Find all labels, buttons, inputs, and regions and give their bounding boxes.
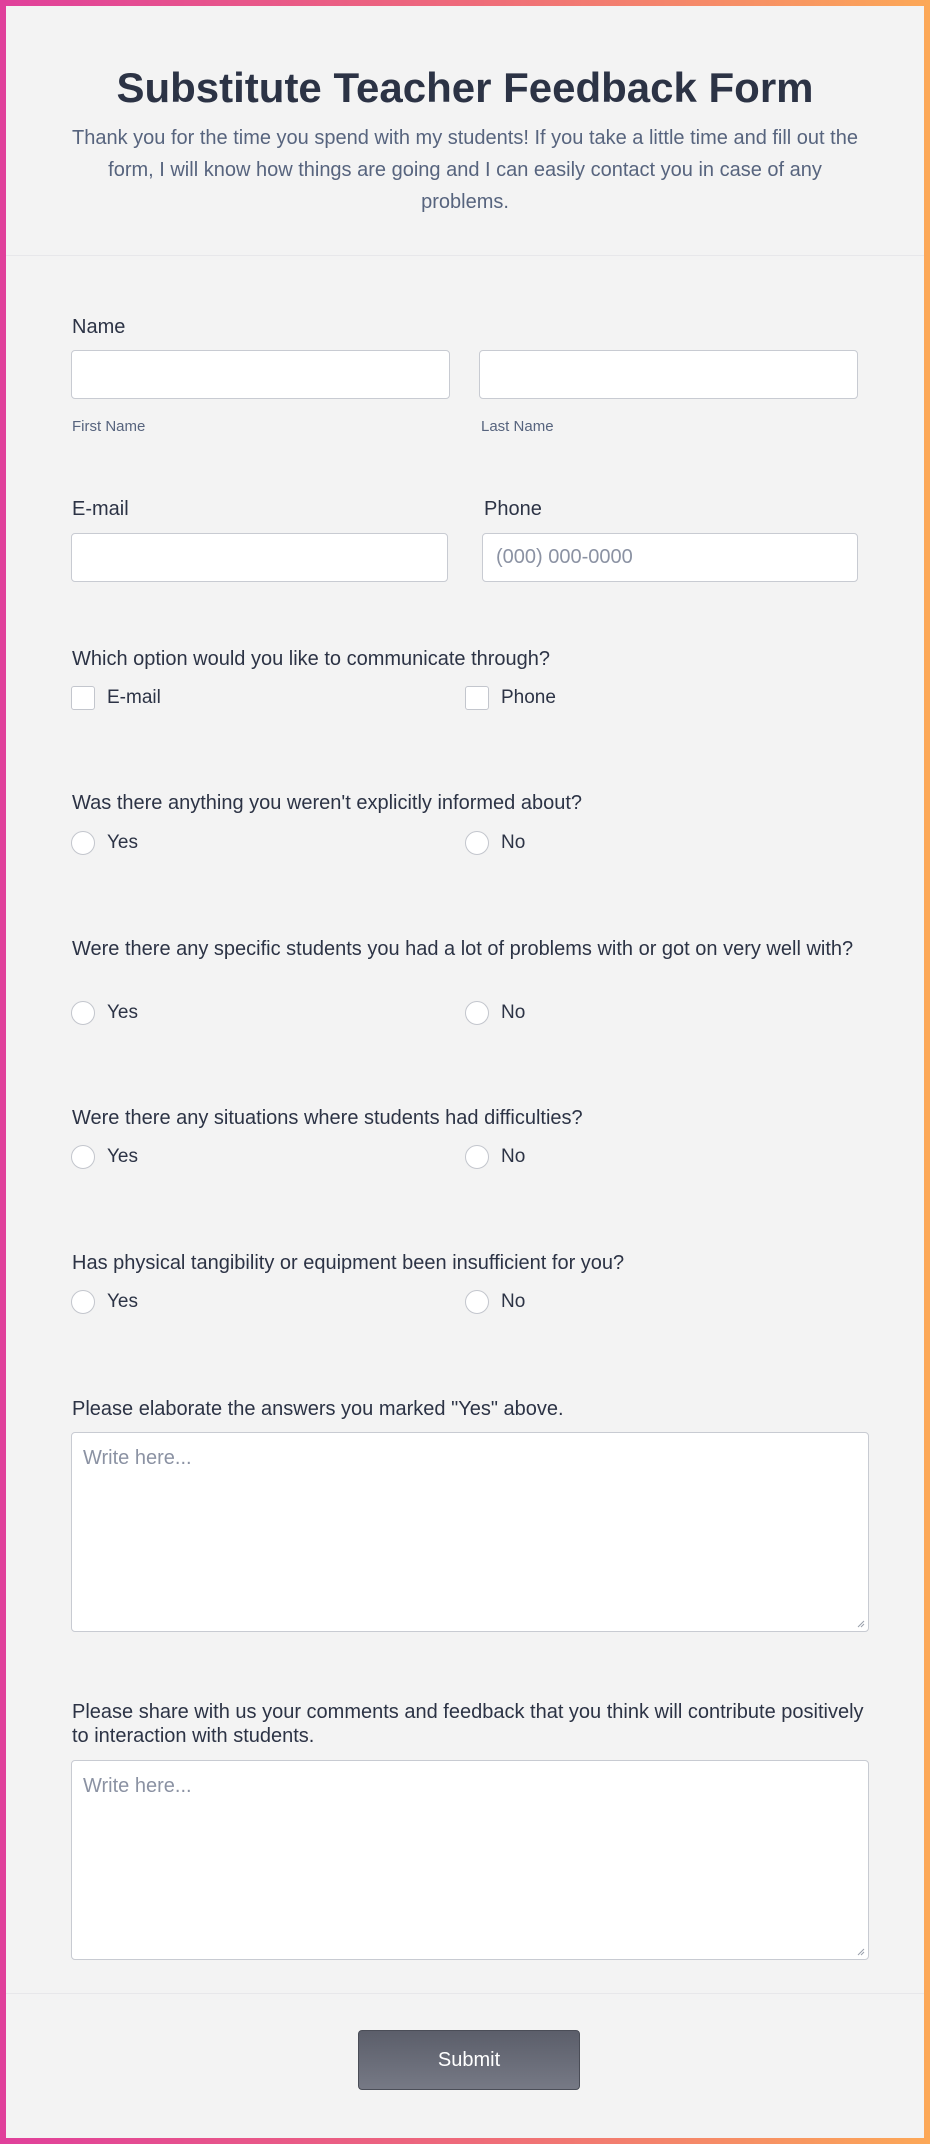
phone-label: Phone (484, 498, 542, 520)
first-name-sublabel: First Name (72, 418, 146, 435)
first-name-input[interactable] (71, 350, 450, 399)
email-label: E-mail (72, 498, 129, 520)
radio-equipment-no-label: No (501, 1291, 526, 1312)
page-title: Substitute Teacher Feedback Form (116, 64, 814, 111)
submit-button[interactable]: Submit (358, 2030, 580, 2090)
radio-informed-yes[interactable] (71, 831, 95, 855)
elaborate-textarea[interactable] (71, 1432, 869, 1632)
checkbox-email[interactable] (71, 686, 95, 710)
question-students: Were there any specific students you had a lot of problems with or got on very well with? (72, 938, 854, 960)
last-name-input[interactable] (479, 350, 858, 399)
radio-equipment-yes-label: Yes (107, 1291, 138, 1312)
name-label: Name (72, 316, 126, 338)
checkbox-phone-label: Phone (501, 687, 556, 708)
radio-difficulties-yes-label: Yes (107, 1146, 138, 1167)
last-name-sublabel: Last Name (481, 418, 554, 435)
radio-students-yes-label: Yes (107, 1002, 138, 1023)
elaborate-label: Please elaborate the answers you marked "Yes" above. (72, 1398, 564, 1420)
radio-students-no-label: No (501, 1002, 526, 1023)
radio-students-yes[interactable] (71, 1001, 95, 1025)
checkbox-phone[interactable] (465, 686, 489, 710)
question-equipment: Has physical tangibility or equipment been insufficient for you? (72, 1252, 625, 1274)
footer-divider (6, 1993, 924, 1994)
question-informed: Was there anything you weren't explicitly informed about? (72, 792, 583, 814)
resize-handle-icon[interactable] (855, 1618, 865, 1628)
radio-informed-no[interactable] (465, 831, 489, 855)
comments-label: Please share with us your comments and feedback that you think will contribute positively to interaction with students. (72, 1701, 864, 1747)
phone-input[interactable] (482, 533, 858, 582)
radio-difficulties-yes[interactable] (71, 1145, 95, 1169)
form-card (6, 6, 924, 2138)
form-description: Thank you for the time you spend with my students! If you take a little time and fill out the form, I will know how things are going and I can easily contact you in case of any problems. (72, 127, 858, 213)
comments-textarea[interactable] (71, 1760, 869, 1960)
question-difficulties: Were there any situations where students had difficulties? (72, 1107, 583, 1129)
communicate-question: Which option would you like to communicate through? (72, 648, 551, 670)
comments-wrapper (71, 1760, 869, 1960)
radio-equipment-yes[interactable] (71, 1290, 95, 1314)
radio-informed-yes-label: Yes (107, 832, 138, 853)
email-input[interactable] (71, 533, 448, 582)
radio-informed-no-label: No (501, 832, 526, 853)
radio-students-no[interactable] (465, 1001, 489, 1025)
checkbox-email-label: E-mail (107, 687, 161, 708)
radio-equipment-no[interactable] (465, 1290, 489, 1314)
radio-difficulties-no[interactable] (465, 1145, 489, 1169)
resize-handle-icon[interactable] (855, 1946, 865, 1956)
form-header (6, 6, 924, 256)
radio-difficulties-no-label: No (501, 1146, 526, 1167)
elaborate-wrapper (71, 1432, 869, 1632)
